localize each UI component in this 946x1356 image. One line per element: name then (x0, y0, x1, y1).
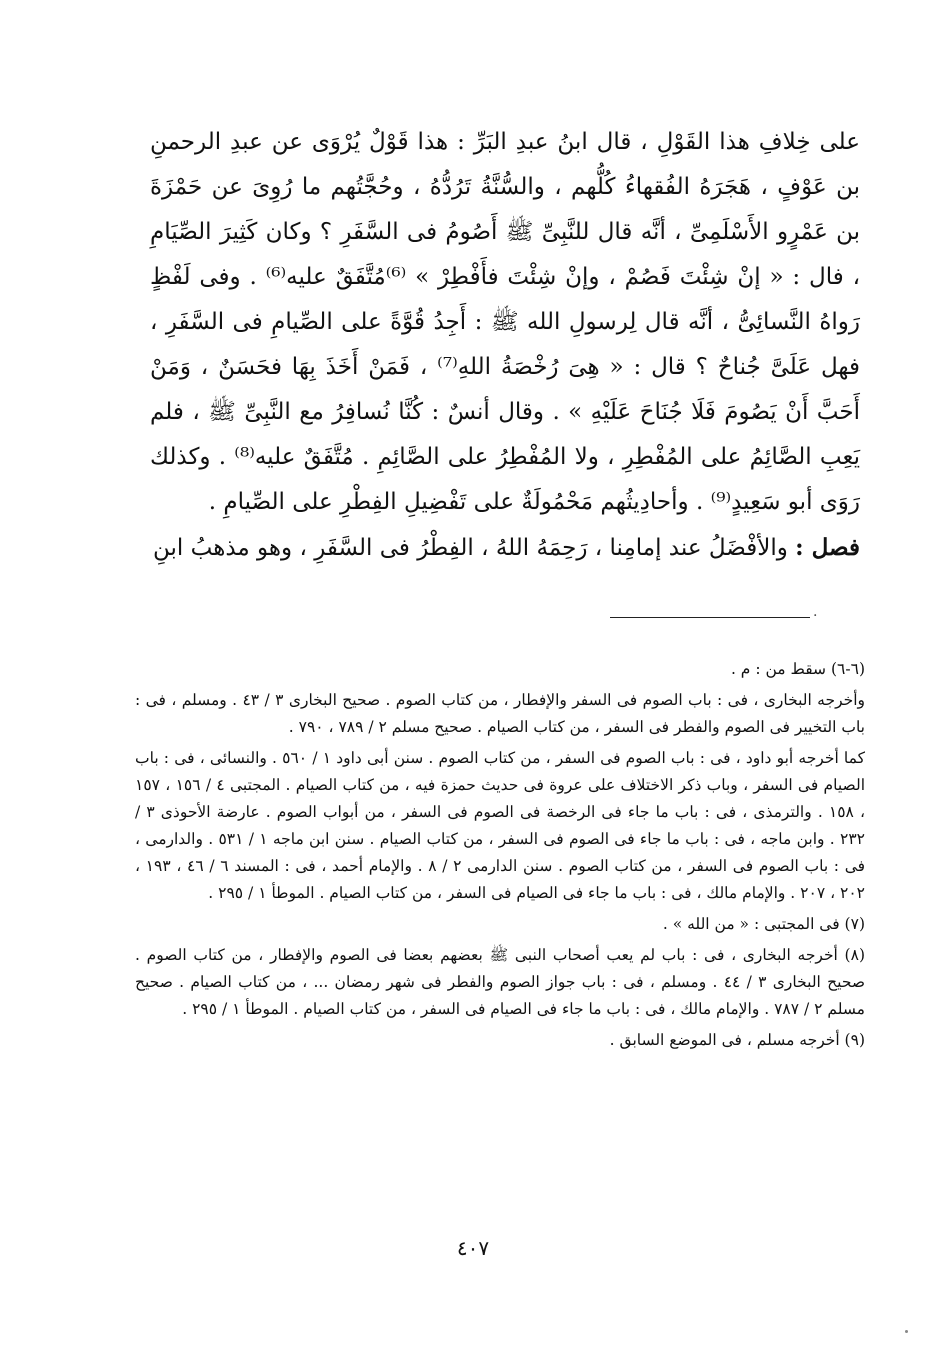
page-number: ٤٠٧ (456, 1236, 490, 1260)
fasl-label: فصل : (795, 534, 860, 561)
footnote-8: (٨) أخرجه البخارى ، فى : باب لم يعب أصحاب النبى ﷺ بعضهم بعضا فى الصوم والإفطار ، من كتاب الصوم . صحيح البخارى ٣ / ٤٤ . ومسلم ، فى : باب جواز الصوم والفطر فى شهر رمضان ... ، من كتاب الصيام . صحيح مسلم ٢ / ٧٨٧ . والإمام مالك ، فى : باب ما جاء فى الصيام فى السفر ، من كتاب الصيام . الموطأ ١ / ٢٩٥ . (135, 946, 865, 1018)
main-paragraph-2 (150, 525, 860, 571)
main-paragraph-1: على خِلافِ هذا القَوْلِ ، قال ابنُ عبدِ البَرِّ : هذا قَوْلٌ يُرْوَى عن عبدِ الرحمنِ بن عَوْفٍ ، هَجَرَهُ الفُقهاءُ كُلُّهم ، والسُّنَّةُ تَرُدُّهُ ، وحُجَّتُهم ما رُوِىَ عن حَمْزَةَ بن عَمْرٍو الأَسْلَمِىِّ ، أنَّه قال للنَّبِىِّ ﷺ أَصُومُ فى السَّفَرِ ؟ وكان كَثِيرَ الصِّيَامِ ، فال : « إنْ شِئْتَ فَصُمْ ، وإنْ شِئْتَ فأَفْطِرْ » ⁽⁶⁾مُتَّفَقٌ عليه⁽⁶⁾ . وفى لَفْظٍ رَواهُ النَّسائِىُّ ، أنَّه قال لِرسولِ الله ﷺ : أَجِدُ قُوَّةً على الصِّيامِ فى السَّفَرِ ، فهل عَلَىَّ جُناحٌ ؟ قال : « هِىَ رُخْصَةُ اللهِ⁽⁷⁾ ، فَمَنْ أَخَذَ بِهَا فحَسَنٌ ، وَمَنْ أَحَبَّ أَنْ يَصُومَ فَلَا جُنَاحَ عَلَيْهِ » . وقال أنسٌ : كُنَّا نُسافِرُ مع النَّبِىِّ ﷺ ، فلم يَعِبِ الصَّائِمُ على المُفْطِرِ ، ولا المُفْطِرُ على الصَّائِمِ . مُتَّفَقٌ عليه⁽⁸⁾ . وكذلك رَوَى أبو سَعِيدٍ⁽⁹⁾ . وأحادِيثُهم مَحْمُولَةٌ على تَفْضِيلِ الفِطْرِ على الصِّيامِ . (150, 129, 861, 515)
main-paragraph-2-text: والأفْضَلُ عند إمامِنا ، رَحِمَهُ اللهُ ، الفِطْرُ فى السَّفَرِ ، وهو مذهبُ ابنِ (153, 535, 788, 561)
main-text-block (150, 120, 860, 571)
corner-mark (905, 1330, 908, 1333)
footnote-6-bukhari-muslim: وأخرجه البخارى ، فى : باب الصوم فى السفر والإفطار ، من كتاب الصوم . صحيح البخارى ٣ / ٤٣ . ومسلم ، فى : باب التخيير فى الصوم والفطر فى السفر ، من كتاب الصيام . صحيح مسلم ٢ / ٧٨٩ ، ٧٩٠ . (135, 691, 866, 736)
footnotes (135, 656, 865, 1058)
footnote-6-omission: (٦-٦) سقط من : م . (730, 660, 865, 678)
footnote-separator (610, 617, 810, 618)
separator-dot: . (813, 604, 818, 620)
footnote-9: (٩) أخرجه مسلم ، فى الموضع السابق . (609, 1031, 865, 1049)
footnote-6-other-sources: كما أخرجه أبو داود ، فى : باب الصوم فى السفر ، من كتاب الصوم . سنن أبى داود ١ / ٥٦٠ . والنسائى ، فى : باب الصيام فى السفر ، وباب ذكر الاختلاف على عروة فى حديث حمزة فيه ، من كتاب الصيام . المجتبى ٤ / ١٥٦ ، ١٥٧ ، ١٥٨ . والترمذى ، فى : باب ما جاء فى الرخصة فى الصوم فى السفر ، من أبواب الصوم . عارضة الأحوذى ٣ / ٢٣٢ . وابن ماجه ، فى : باب ما جاء فى الصوم فى السفر ، من كتاب الصيام . سنن ابن ماجه ١ / ٥٣١ . والدارمى ، فى : باب الصوم فى السفر ، من كتاب الصوم . سنن الدارمى ٢ / ٨ . والإمام أحمد ، فى : المسند ٦ / ٤٦ ، ١٩٣ ، ٢٠٢ ، ٢٠٧ . والإمام مالك ، فى : باب ما جاء فى الصيام فى السفر ، من كتاب الصيام . الموطأ ١ / ٢٩٥ . (135, 749, 866, 902)
footnote-7: (٧) فى المجتبى : « من الله » . (662, 915, 865, 933)
